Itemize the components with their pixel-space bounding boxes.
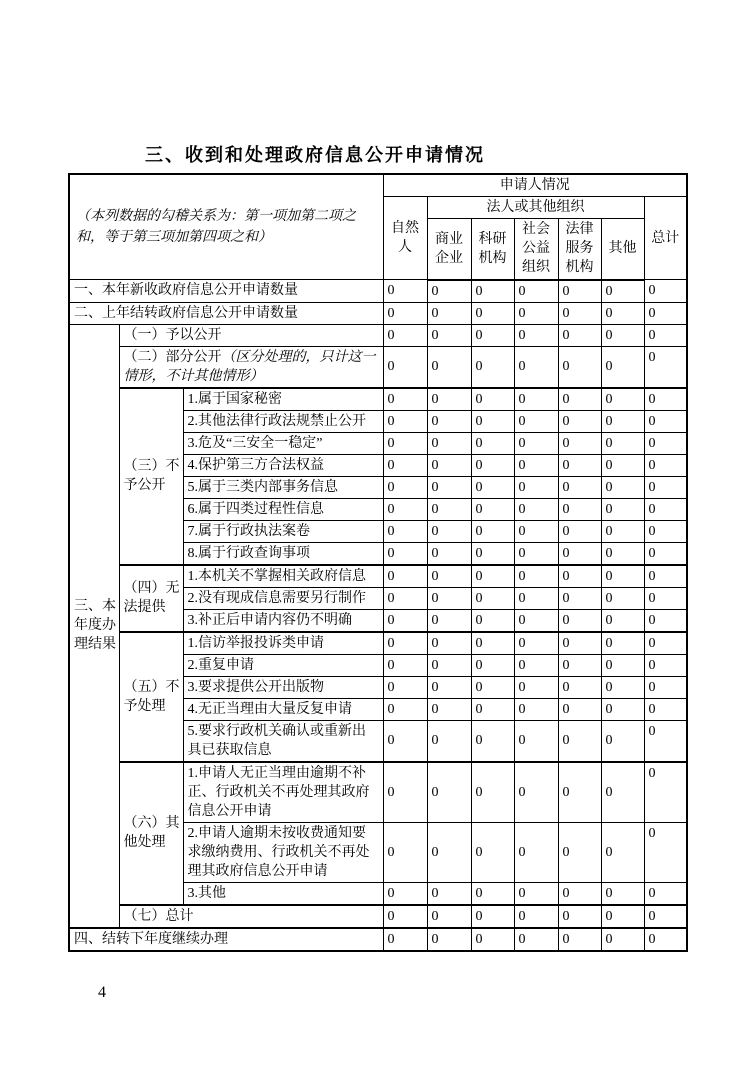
row-label: 2.申请人逾期未按收费通知要求缴纳费用、行政机关不再处理其政府信息公开申请: [183, 822, 383, 882]
value-cell: 0: [471, 698, 514, 720]
value-cell: 0: [558, 654, 601, 676]
value-cell: 0: [601, 454, 644, 476]
value-cell: 0: [471, 280, 514, 303]
value-cell: 0: [383, 498, 427, 520]
value-cell: 0: [383, 388, 427, 411]
value-cell: 0: [427, 520, 471, 542]
value-cell: 0: [427, 565, 471, 588]
value-cell: 0: [427, 410, 471, 432]
value-cell: 0: [601, 520, 644, 542]
value-cell: 0: [427, 432, 471, 454]
value-cell: 0: [558, 632, 601, 655]
value-cell: 0: [601, 632, 644, 655]
value-cell: 0: [601, 676, 644, 698]
value-cell: 0: [558, 346, 601, 388]
value-cell: 0: [471, 432, 514, 454]
value-cell: 0: [601, 822, 644, 882]
value-cell: 0: [601, 302, 644, 324]
value-cell: 0: [601, 609, 644, 632]
value-cell: 0: [383, 454, 427, 476]
header-total: 总计: [644, 197, 687, 280]
value-cell: 0: [514, 498, 558, 520]
value-cell: 0: [514, 882, 558, 905]
value-cell: 0: [601, 476, 644, 498]
value-cell: 0: [514, 432, 558, 454]
page-title: 三、收到和处理政府信息公开申请情况: [145, 145, 485, 165]
value-cell: 0: [427, 280, 471, 303]
value-cell: 0: [601, 565, 644, 588]
value-cell: 0: [514, 762, 558, 823]
value-cell: 0: [471, 565, 514, 588]
row-label: 1.属于国家秘密: [183, 388, 383, 411]
value-cell: 0: [601, 720, 644, 762]
value-cell: 0: [644, 654, 687, 676]
value-cell: 0: [558, 587, 601, 609]
section3-label: 三、本年度办理结果: [69, 324, 119, 928]
value-cell: 0: [644, 609, 687, 632]
value-cell: 0: [383, 520, 427, 542]
value-cell: 0: [514, 388, 558, 411]
table-row: [69, 905, 687, 928]
value-cell: 0: [383, 565, 427, 588]
value-cell: 0: [471, 882, 514, 905]
row-label: 3.其他: [183, 882, 383, 905]
row-label: 2.其他法律行政法规禁止公开: [183, 410, 383, 432]
value-cell: 0: [471, 654, 514, 676]
value-cell: 0: [383, 432, 427, 454]
row-label: 4.无正当理由大量反复申请: [183, 698, 383, 720]
value-cell: 0: [471, 388, 514, 411]
value-cell: 0: [514, 476, 558, 498]
header-col-other: 其他: [601, 219, 644, 280]
value-cell: 0: [471, 609, 514, 632]
value-cell: 0: [601, 905, 644, 928]
value-cell: 0: [644, 762, 687, 823]
value-cell: 0: [427, 654, 471, 676]
row-label: 5.要求行政机关确认或重新出具已获取信息: [183, 720, 383, 762]
value-cell: 0: [601, 388, 644, 411]
table-row: [69, 928, 687, 951]
header-legal-org: 法人或其他组织: [427, 197, 644, 219]
row-label-note: （区分处理的，只计这一情形，不计其他情形）: [123, 349, 376, 384]
value-cell: 0: [644, 346, 687, 388]
table-row: [69, 302, 687, 324]
value-cell: 0: [644, 565, 687, 588]
value-cell: 0: [644, 676, 687, 698]
value-cell: 0: [601, 882, 644, 905]
value-cell: 0: [558, 762, 601, 823]
header-row-1: [69, 174, 687, 197]
value-cell: 0: [471, 476, 514, 498]
header-natural-person: 自然人: [383, 197, 427, 280]
row-label: 1.申请人无正当理由逾期不补正、行政机关不再处理其政府信息公开申请: [183, 762, 383, 823]
value-cell: 0: [427, 587, 471, 609]
value-cell: 0: [558, 324, 601, 346]
value-cell: 0: [471, 762, 514, 823]
value-cell: 0: [514, 520, 558, 542]
applications-table: [68, 173, 688, 952]
value-cell: 0: [427, 388, 471, 411]
value-cell: 0: [644, 302, 687, 324]
value-cell: 0: [427, 324, 471, 346]
value-cell: 0: [427, 822, 471, 882]
value-cell: 0: [383, 905, 427, 928]
table-note: （本列数据的勾稽关系为：第一项加第二项之和，等于第三项加第四项之和）: [69, 174, 383, 280]
value-cell: 0: [644, 498, 687, 520]
value-cell: 0: [383, 882, 427, 905]
value-cell: 0: [558, 410, 601, 432]
value-cell: 0: [427, 542, 471, 565]
row-label: （七）总计: [119, 905, 383, 928]
row-label: 1.信访举报投诉类申请: [183, 632, 383, 655]
value-cell: 0: [383, 476, 427, 498]
value-cell: 0: [471, 542, 514, 565]
value-cell: 0: [383, 346, 427, 388]
value-cell: 0: [644, 698, 687, 720]
row-label: 二、上年结转政府信息公开申请数量: [69, 302, 383, 324]
value-cell: 0: [558, 280, 601, 303]
value-cell: 0: [471, 346, 514, 388]
value-cell: 0: [558, 928, 601, 951]
value-cell: 0: [601, 498, 644, 520]
value-cell: 0: [601, 654, 644, 676]
header-col-research: 科研机构: [471, 219, 514, 280]
value-cell: 0: [514, 542, 558, 565]
value-cell: 0: [514, 720, 558, 762]
value-cell: 0: [514, 609, 558, 632]
value-cell: 0: [644, 388, 687, 411]
value-cell: 0: [427, 498, 471, 520]
value-cell: 0: [558, 520, 601, 542]
value-cell: 0: [383, 676, 427, 698]
value-cell: 0: [644, 632, 687, 655]
value-cell: 0: [427, 346, 471, 388]
row-label: 3.要求提供公开出版物: [183, 676, 383, 698]
value-cell: 0: [644, 928, 687, 951]
value-cell: 0: [471, 587, 514, 609]
row-label-main: （二）部分公开: [123, 349, 222, 365]
value-cell: 0: [514, 324, 558, 346]
row-label: 3.危及“三安全一稳定”: [183, 432, 383, 454]
value-cell: 0: [601, 928, 644, 951]
row-label: 3.补正后申请内容仍不明确: [183, 609, 383, 632]
value-cell: 0: [558, 676, 601, 698]
value-cell: 0: [558, 882, 601, 905]
value-cell: 0: [558, 698, 601, 720]
value-cell: 0: [427, 762, 471, 823]
row-label: 1.本机关不掌握相关政府信息: [183, 565, 383, 588]
value-cell: 0: [644, 882, 687, 905]
value-cell: 0: [427, 302, 471, 324]
value-cell: 0: [427, 632, 471, 655]
group-unable-provide-label: （四）无法提供: [119, 565, 183, 632]
value-cell: 0: [471, 905, 514, 928]
value-cell: 0: [644, 476, 687, 498]
value-cell: 0: [383, 698, 427, 720]
value-cell: 0: [427, 609, 471, 632]
group-not-disclosed-label: （三）不予公开: [119, 388, 183, 565]
value-cell: 0: [427, 476, 471, 498]
value-cell: 0: [471, 676, 514, 698]
value-cell: 0: [471, 454, 514, 476]
value-cell: 0: [383, 720, 427, 762]
value-cell: 0: [471, 822, 514, 882]
value-cell: 0: [644, 520, 687, 542]
row-label: 四、结转下年度继续办理: [69, 928, 383, 951]
row-label: 8.属于行政查询事项: [183, 542, 383, 565]
value-cell: 0: [601, 280, 644, 303]
value-cell: 0: [514, 565, 558, 588]
value-cell: 0: [383, 280, 427, 303]
value-cell: 0: [514, 698, 558, 720]
value-cell: 0: [644, 410, 687, 432]
value-cell: 0: [601, 432, 644, 454]
value-cell: 0: [514, 676, 558, 698]
value-cell: 0: [383, 324, 427, 346]
row-label: [119, 346, 383, 388]
value-cell: 0: [644, 587, 687, 609]
header-col-legal-service: 法律服务机构: [558, 219, 601, 280]
group-not-processed-label: （五）不予处理: [119, 632, 183, 762]
value-cell: 0: [471, 410, 514, 432]
value-cell: 0: [601, 324, 644, 346]
value-cell: 0: [471, 928, 514, 951]
value-cell: 0: [383, 654, 427, 676]
value-cell: 0: [514, 346, 558, 388]
value-cell: 0: [644, 720, 687, 762]
value-cell: 0: [558, 432, 601, 454]
table-row: [69, 632, 687, 655]
value-cell: 0: [601, 762, 644, 823]
value-cell: 0: [514, 632, 558, 655]
value-cell: 0: [514, 822, 558, 882]
value-cell: 0: [601, 410, 644, 432]
value-cell: 0: [514, 654, 558, 676]
table-row: [69, 346, 687, 388]
row-label: 5.属于三类内部事务信息: [183, 476, 383, 498]
value-cell: 0: [644, 454, 687, 476]
table-row: [69, 388, 687, 411]
value-cell: 0: [383, 302, 427, 324]
value-cell: 0: [558, 609, 601, 632]
header-col-social: 社会公益组织: [514, 219, 558, 280]
value-cell: 0: [558, 454, 601, 476]
value-cell: 0: [558, 720, 601, 762]
row-label: 6.属于四类过程性信息: [183, 498, 383, 520]
value-cell: 0: [644, 432, 687, 454]
value-cell: 0: [644, 280, 687, 303]
value-cell: 0: [514, 280, 558, 303]
value-cell: 0: [471, 498, 514, 520]
row-label: 4.保护第三方合法权益: [183, 454, 383, 476]
page-number: 4: [98, 984, 106, 1001]
value-cell: 0: [383, 587, 427, 609]
value-cell: 0: [383, 410, 427, 432]
value-cell: 0: [471, 632, 514, 655]
value-cell: 0: [427, 720, 471, 762]
value-cell: 0: [601, 587, 644, 609]
row-label: 2.重复申请: [183, 654, 383, 676]
row-label: 一、本年新收政府信息公开申请数量: [69, 280, 383, 303]
row-label: 7.属于行政执法案卷: [183, 520, 383, 542]
value-cell: 0: [558, 822, 601, 882]
value-cell: 0: [514, 928, 558, 951]
value-cell: 0: [644, 822, 687, 882]
value-cell: 0: [514, 410, 558, 432]
value-cell: 0: [514, 454, 558, 476]
value-cell: 0: [427, 454, 471, 476]
value-cell: 0: [601, 698, 644, 720]
value-cell: 0: [558, 476, 601, 498]
value-cell: 0: [558, 542, 601, 565]
table-row: [69, 280, 687, 303]
value-cell: 0: [558, 388, 601, 411]
value-cell: 0: [514, 905, 558, 928]
value-cell: 0: [427, 676, 471, 698]
value-cell: 0: [383, 928, 427, 951]
value-cell: 0: [471, 720, 514, 762]
value-cell: 0: [601, 542, 644, 565]
row-label: （一）予以公开: [119, 324, 383, 346]
value-cell: 0: [558, 498, 601, 520]
table-row: [69, 324, 687, 346]
group-other-processing-label: （六）其他处理: [119, 762, 183, 905]
header-col-business: 商业企业: [427, 219, 471, 280]
value-cell: 0: [644, 542, 687, 565]
value-cell: 0: [383, 542, 427, 565]
value-cell: 0: [427, 928, 471, 951]
value-cell: 0: [558, 565, 601, 588]
value-cell: 0: [383, 822, 427, 882]
value-cell: 0: [514, 302, 558, 324]
value-cell: 0: [383, 632, 427, 655]
value-cell: 0: [471, 324, 514, 346]
value-cell: 0: [644, 324, 687, 346]
value-cell: 0: [471, 520, 514, 542]
value-cell: 0: [427, 698, 471, 720]
row-label: 2.没有现成信息需要另行制作: [183, 587, 383, 609]
value-cell: 0: [558, 302, 601, 324]
value-cell: 0: [383, 609, 427, 632]
table-row: [69, 565, 687, 588]
value-cell: 0: [427, 882, 471, 905]
value-cell: 0: [644, 905, 687, 928]
value-cell: 0: [471, 302, 514, 324]
value-cell: 0: [514, 587, 558, 609]
value-cell: 0: [383, 762, 427, 823]
table-row: [69, 762, 687, 823]
value-cell: 0: [601, 346, 644, 388]
header-applicant: 申请人情况: [383, 174, 687, 197]
value-cell: 0: [558, 905, 601, 928]
value-cell: 0: [427, 905, 471, 928]
